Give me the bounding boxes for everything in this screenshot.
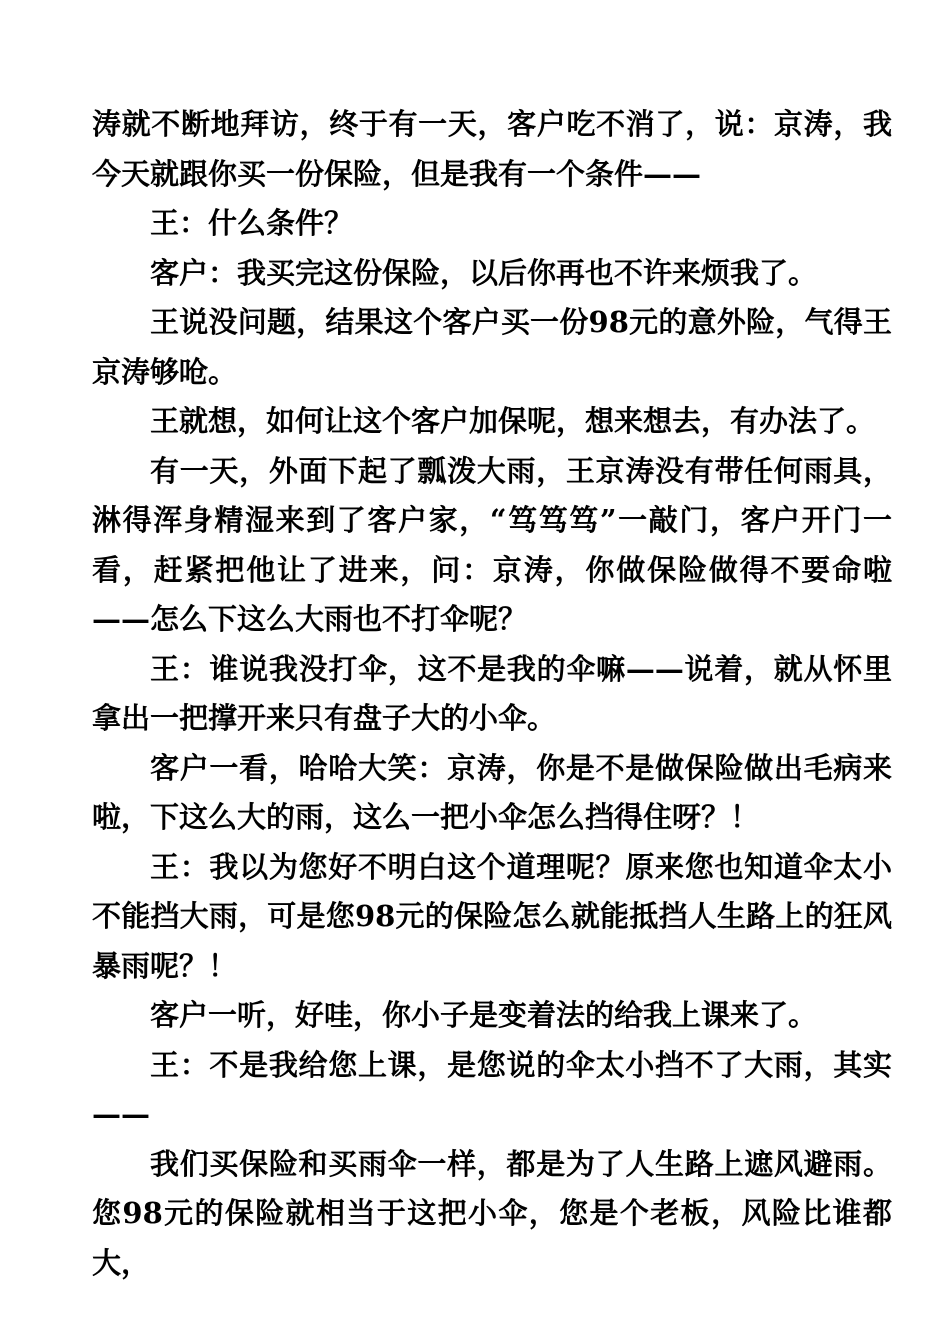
paragraph-1: 涛就不断地拜访，终于有一天，客户吃不消了，说：京涛，我今天就跟你买一份保险，但是我有一个条件—— [92,107,892,191]
paragraph-2: 王：什么条件？ [150,206,354,240]
paragraph-4: 王说没问题，结果这个客户买一份98元的意外险，气得王京涛够呛。 [92,305,892,389]
paragraph-12: 我们买保险和买雨伞一样，都是为了人生路上遮风避雨。您98元的保险就相当于这把小伞，您是个老板，风险比谁都大， [92,1146,892,1280]
paragraph-7: 王：谁说我没打伞，这不是我的伞嘛——说着，就从怀里拿出一把撑开来只有盘子大的小伞。 [92,651,892,735]
paragraph-11: 王：不是我给您上课，是您说的伞太小挡不了大雨，其实—— [92,1047,892,1131]
paragraph-3: 客户：我买完这份保险，以后你再也不许来烦我了。 [150,255,818,290]
paragraph-10: 客户一听，好哇，你小子是变着法的给我上课来了。 [150,998,818,1032]
paragraph-6: 有一天，外面下起了瓢泼大雨，王京涛没有带任何雨具，淋得浑身精湿来到了客户家，“笃笃笃”一敲门，客户开门一看，赶紧把他让了进来，问：京涛，你做保险做得不要命啦——怎么下这么大雨也不打伞呢？ [92,453,892,636]
paragraph-5: 王就想，如何让这个客户加保呢，想来想去，有办法了。 [150,404,876,438]
document-body [92,100,892,1288]
paragraph-9: 王：我以为您好不明白这个道理呢？原来您也知道伞太小不能挡大雨，可是您98元的保险怎么就能抵挡人生路上的狂风暴雨呢？！ [92,849,892,983]
paragraph-8: 客户一看，哈哈大笑：京涛，你是不是做保险做出毛病来啦，下这么大的雨，这么一把小伞怎么挡得住呀？！ [92,750,892,834]
